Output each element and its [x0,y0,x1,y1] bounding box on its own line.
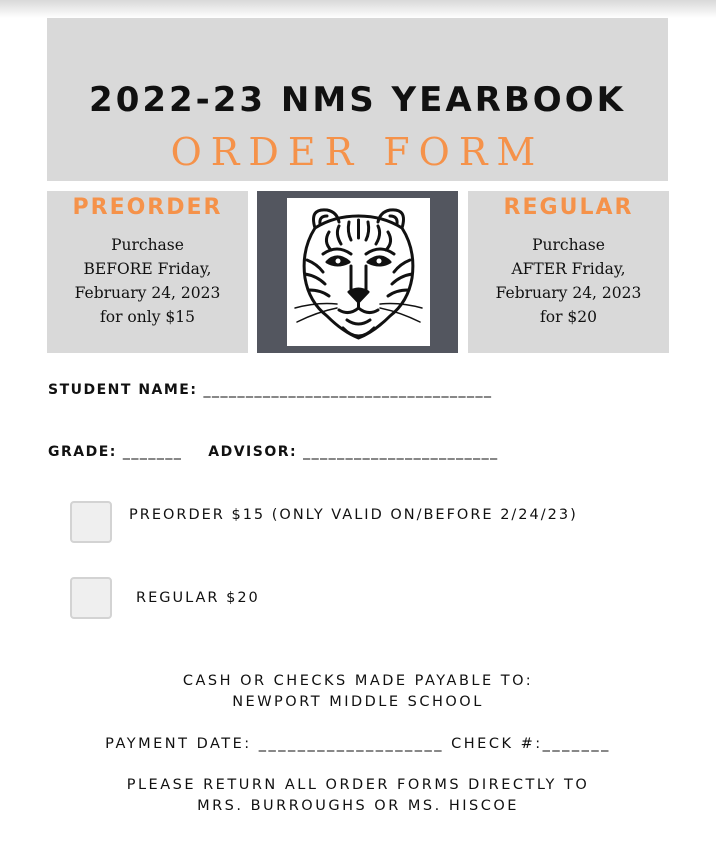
return-line: MRS. BURROUGHS OR MS. HISCOE [197,798,519,814]
student-name-row [48,382,492,398]
regular-line: for $20 [540,308,597,326]
preorder-line: BEFORE Friday, [83,260,212,278]
payment-row [0,734,716,755]
grade-advisor-row [48,444,499,460]
regular-line: February 24, 2023 [495,284,642,302]
advisor-field[interactable]: _______________________ [303,444,499,460]
tiger-icon [287,198,430,346]
regular-line: AFTER Friday, [511,260,626,278]
mascot-photo [287,198,430,346]
check-number-field[interactable]: _______ [542,736,611,752]
page-subtitle: ORDER FORM [170,130,545,174]
preorder-line: Purchase [111,236,184,254]
payment-date-field[interactable]: ___________________ [258,736,445,752]
preorder-option-label: PREORDER $15 (ONLY VALID ON/BEFORE 2/24/23) [129,507,578,523]
regular-title: REGULAR [503,195,634,220]
header-banner [47,18,668,181]
preorder-checkbox[interactable] [70,501,112,543]
payment-date-label: PAYMENT DATE: [105,736,252,752]
grade-label: GRADE: [48,444,117,460]
payment-line: NEWPORT MIDDLE SCHOOL [232,694,484,710]
payment-line: CASH OR CHECKS MADE PAYABLE TO: [182,673,534,689]
regular-checkbox[interactable] [70,577,112,619]
preorder-title: PREORDER [72,195,223,220]
grade-field[interactable]: _______ [122,444,183,460]
mascot-panel [257,191,458,353]
return-info [0,775,716,817]
return-line: PLEASE RETURN ALL ORDER FORMS DIRECTLY TO [126,777,590,793]
regular-panel [468,191,669,353]
regular-line: Purchase [532,236,605,254]
page-title: 2022-23 NMS YEARBOOK [89,80,626,120]
regular-option-label: REGULAR $20 [136,590,260,606]
page-top-shadow [0,0,716,18]
preorder-line: for only $15 [100,308,195,326]
preorder-line: February 24, 2023 [74,284,221,302]
regular-text [468,233,669,329]
advisor-label: ADVISOR: [208,444,298,460]
preorder-panel [47,191,248,353]
student-name-label: STUDENT NAME: [48,382,198,398]
payment-info [0,671,716,713]
student-name-field[interactable]: __________________________________ [203,382,493,398]
preorder-text [47,233,248,329]
check-number-label: CHECK #: [451,736,543,752]
